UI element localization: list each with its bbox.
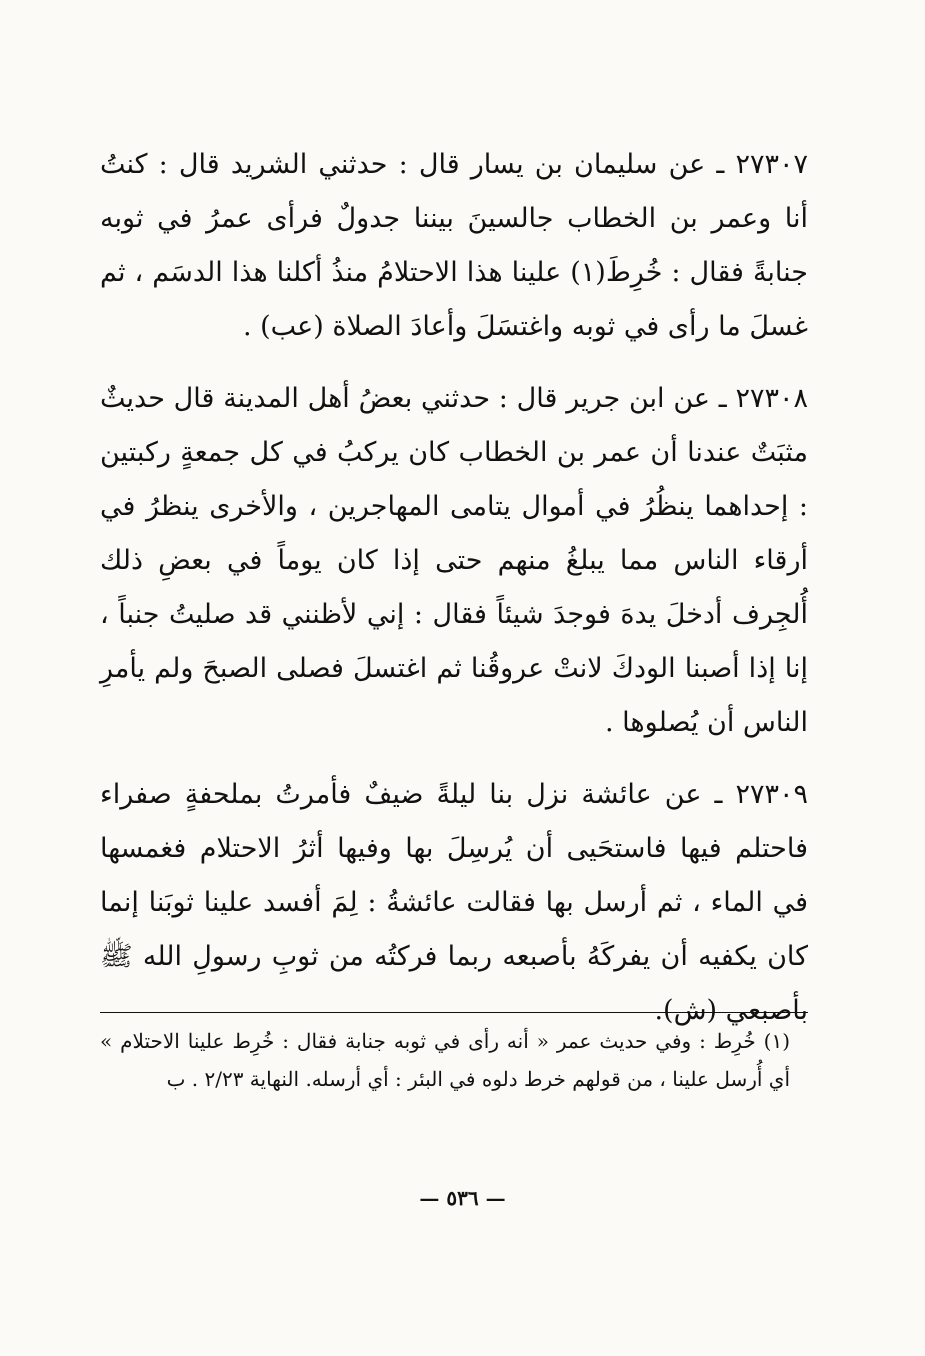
hadith-27309: [100, 768, 808, 1038]
footnote: [100, 1022, 790, 1098]
footnote-marker: (١): [763, 1029, 791, 1053]
main-text: [100, 138, 808, 1038]
hadith-separator: ـ: [701, 779, 723, 810]
hadith-number: ٢٧٣٠٩: [735, 779, 808, 810]
hadith-text: عن ابن جرير قال : حدثني بعضُ أهل المدينة قال حديثٌ مثبَتٌ عندنا أن عمر بن الخطاب كان يركبُ في كل جمعةٍ ركبتين : إحداهما ينظُرُ في أموال يتامى المهاجرين ، والأخرى ينظرُ في أرقاء الناس مما يبلغُ منهم حتى إذا كان يوماً في بعضِ ذلك أُلجِرف أدخلَ يدهَ فوجدَ شيئاً فقال : إني لأظنني قد صليتُ جنباً ، إنا إذا أصبنا الودكَ لانتْ عروقُنا ثم اغتسلَ فصلى الصبحَ ولم يأمرِ الناس أن يُصلوها .: [100, 383, 808, 738]
page-number: — ٥٣٦ —: [419, 1186, 506, 1210]
hadith-text: عن سليمان بن يسار قال : حدثني الشريد قال : كنتُ أنا وعمر بن الخطاب جالسينَ بيننا جدولٌ فرأى عمرُ في ثوبه جنابةً فقال : خُرِطَ(١) علينا هذا الاحتلامُ منذُ أكلنا هذا الدسَم ، ثم غسلَ ما رأى في ثوبه واغتسَلَ وأعادَ الصلاة (عب) .: [100, 149, 808, 342]
hadith-separator: ـ: [710, 383, 727, 414]
hadith-number: ٢٧٣٠٧: [735, 149, 808, 180]
hadith-27307: [100, 138, 808, 354]
hadith-number: ٢٧٣٠٨: [735, 383, 808, 414]
hadith-text: عن عائشة نزل بنا ليلةً ضيفٌ فأمرتُ بملحفةٍ صفراء فاحتلم فيها فاستحَيى أن يُرسِلَ بها وفيها أثرُ الاحتلام فغمسها في الماء ، ثم أرسل بها فقالت عائشةُ : لِمَ أفسد علينا ثوبَنا إنما كان يكفيه أن يفركَهُ بأصبعه ربما فركتُه من ثوبِ رسولِ الله ﷺ بأصبعي (ش).: [100, 779, 808, 1026]
footnote-text: خُرِط : وفي حديث عمر « أنه رأى في ثوبه جنابة فقال : خُرِط علينا الاحتلام » أي أُرسل علينا ، من قولهم خرط دلوه في البئر : أي أرسله. النهاية ٢/٢٣ . ب: [100, 1029, 790, 1091]
footnote-divider: [100, 1012, 808, 1013]
hadith-separator: ـ: [705, 149, 725, 180]
hadith-27308: [100, 372, 808, 750]
